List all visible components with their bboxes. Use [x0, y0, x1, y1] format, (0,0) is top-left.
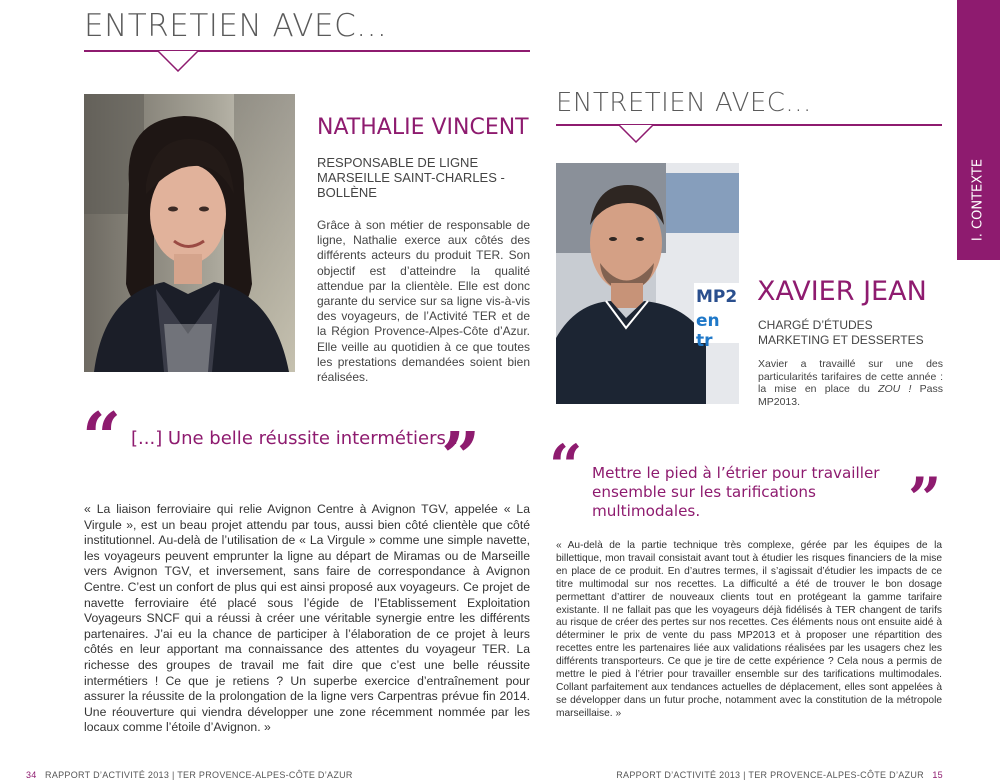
xavier-name: XAVIER JEAN [757, 276, 927, 307]
xavier-role [758, 318, 943, 348]
photo-sign-en: en tr [696, 311, 720, 351]
nathalie-quote-body: « La liaison ferroviaire qui relie Avignon Centre à Avignon TGV, appelée « La Virgule », est un beau projet attendu par tous, aussi bien côté clientèle que côté institutionnel. Au-delà de l’utilisation de « La Virgule » comme une simple navette, les voyageurs peuvent emprunter la ligne au départ de Miramas ou de Marseille vers Avignon TGV, et inversement, sans faire de correspondance à Avignon Centre. C’est un confort de plus qui est ainsi proposé aux voyageurs. Ce projet de navette ferroviaire été placé sous l’égide de l’Etablissement Exploitation Voyageurs SNCF qui a réussi à créer une véritable synergie entre les différents partenaires. J’ai eu la chance de participer à l’élaboration de ce projet à leurs côtés en leur apportant ma connaissance des attentes du voyageur TER. La richesse des groupes de travail me fait dire que c’est une belle réussite intermétiers ! Ce que je retiens ? Un superbe exercice d’entraînement pour assurer la réussite de la prolongation de la ligne vers Carpentras prévue fin 2014. Une réouverture qui viendra développer une zone récemment nommée par les locaux comme l’étoile d’Avignon. » [84, 502, 530, 735]
open-quote-icon: “ [82, 398, 122, 478]
close-quote-icon: ” [441, 418, 481, 498]
xavier-role-line1: CHARGÉ D’ÉTUDES [758, 318, 873, 332]
xavier-intro-end: Pass MP2013. [758, 383, 944, 408]
open-quote-icon-right: “ [549, 432, 583, 500]
photo-sign-mp: MP2 [696, 287, 738, 307]
nathalie-quote-title: [...] Une belle réussite intermétiers ! [131, 428, 459, 449]
left-chevron-icon [157, 50, 199, 72]
right-heading-rule [556, 124, 942, 126]
footer-right [616, 770, 943, 780]
xavier-role-line2: MARKETING ET DESSERTES [758, 333, 924, 347]
right-chevron-icon [618, 124, 654, 143]
nathalie-intro: Grâce à son métier de responsable de ligne, Nathalie exerce aux côtés des différents acteurs du produit TER. Son objectif est d’atteindre la qualité attendue par la clientèle. Elle est donc garante du service sur sa ligne vis-à-vis des voyageurs, de l’Activité TER et de la Région Provence-Alpes-Côte d’Azur. Elle veille au quotidien à ce que toutes les prestations demandées soient bien réalisées. [317, 218, 530, 385]
right-heading: ENTRETIEN AVEC... [556, 88, 812, 118]
nathalie-vincent-photo [84, 94, 295, 372]
footer-left-page-number: 34 [26, 770, 37, 780]
footer-left [26, 770, 353, 780]
nathalie-name: NATHALIE VINCENT [317, 115, 529, 140]
section-tab-label: I. CONTEXTE [970, 158, 986, 242]
footer-right-page-number: 15 [932, 770, 943, 780]
xavier-quote-title: Mettre le pied à l’étrier pour travailler ensemble sur les tarifications multimodales. [592, 464, 880, 520]
xavier-intro [758, 358, 943, 408]
left-heading-rule [84, 50, 530, 52]
left-heading: ENTRETIEN AVEC... [84, 8, 388, 44]
xavier-intro-zou: ZOU ! [878, 383, 912, 395]
close-quote-icon-right: ” [908, 465, 942, 533]
nathalie-role: RESPONSABLE DE LIGNE MARSEILLE SAINT-CHARLES - BOLLÈNE [317, 155, 505, 200]
xavier-jean-photo [556, 163, 739, 404]
xavier-quote-body: « Au-delà de la partie technique très complexe, gérée par les équipes de la billettique, mon travail consistait avant tout à étudier les risques financiers de la mise en place de ce produit. En d’autres termes, il s’agissait d’étudier les impacts de ce titre multimodal sur nos recettes. La difficulté a été de trouver le bon dosage permettant d’attirer de nouveaux clients tout en protégeant la gamme tarifaire existante. Il ne fallait pas que les voyageurs déjà fidélisés à TER changent de tarifs au risque de créer des pertes sur nos recettes. Ces éléments nous ont ensuite aidé à déterminer le prix de vente du pass MP2013 et à proposer une répartition des recettes entre les partenaires liée aux validations réalisées par les usagers chez les différents transporteurs. Ce que je tire de cette expérience ? Cela nous a permis de mettre le pied à l’étrier pour travailler ensemble sur des tarifications multimodales. Collant parfaitement aux tendances actuelles de déplacement, elles sont appelées à se développer dans un futur proche, notamment avec la constitution de la métropole marseillaise. » [556, 540, 942, 719]
footer-right-text: RAPPORT D’ACTIVITÉ 2013 | TER PROVENCE-ALPES-CÔTE D’AZUR [616, 770, 924, 780]
xavier-intro-text: Xavier a travaillé sur une des particularités tarifaires de cette année : la mise en place du [758, 358, 943, 395]
footer-left-text: RAPPORT D’ACTIVITÉ 2013 | TER PROVENCE-ALPES-CÔTE D’AZUR [45, 770, 353, 780]
